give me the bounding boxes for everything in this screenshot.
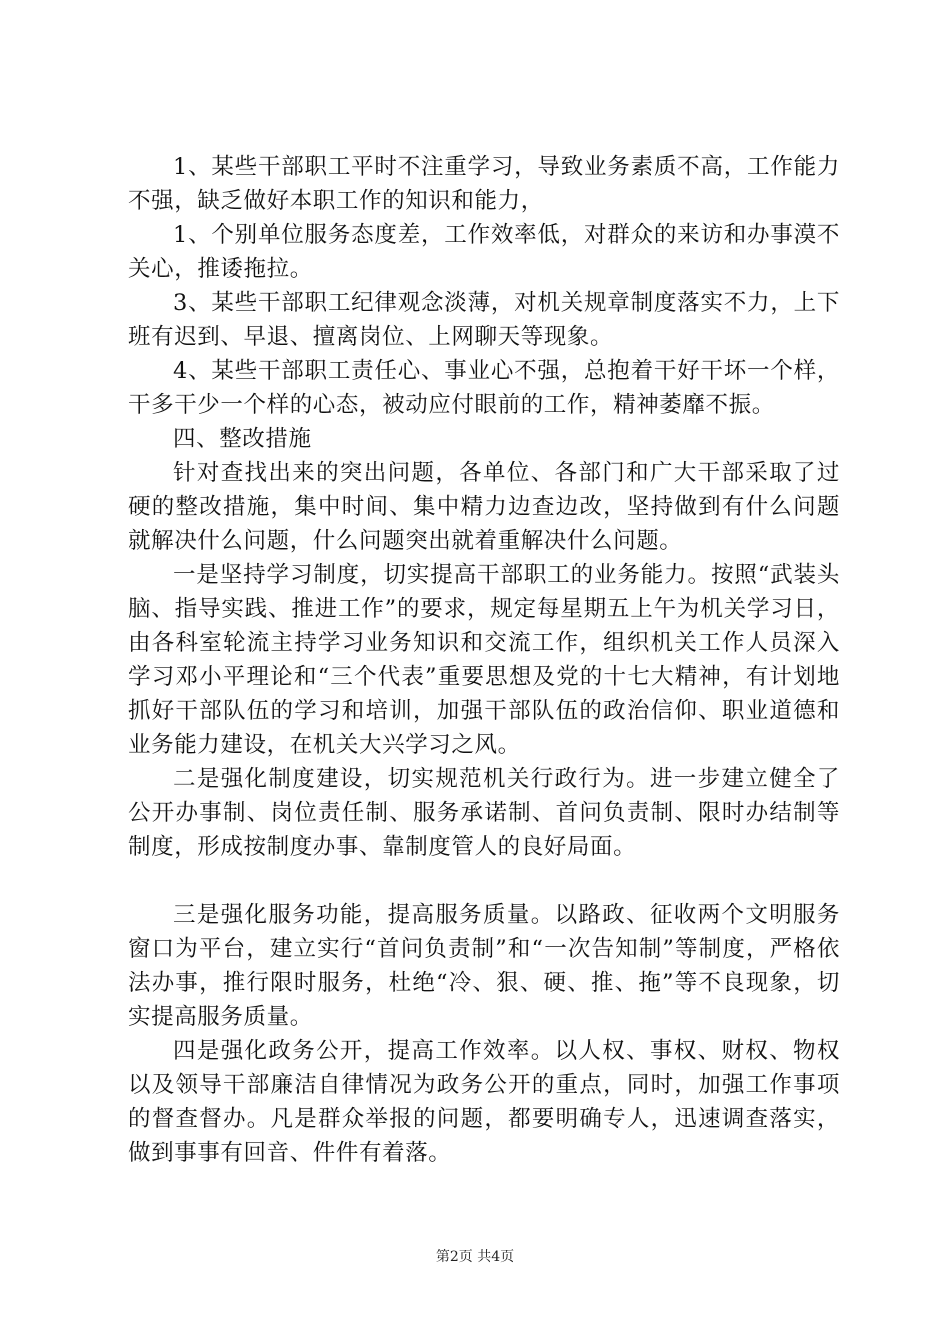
paragraph-issue-3: 3、某些干部职工纪律观念淡薄，对机关规章制度落实不力，上下班有迟到、早退、擅离岗位、上网聊天等现象。 [128,290,840,350]
paragraph-rectification-intro: 针对查找出来的突出问题，各单位、各部门和广大干部采取了过硬的整改措施，集中时间、集中精力边查边改，坚持做到有什么问题就解决什么问题，什么问题突出就着重解决什么问题。 [128,460,840,554]
section-heading-rectification: 四、整改措施 [173,426,312,452]
document-body [128,150,840,1170]
paragraph-measure-study: 一是坚持学习制度，切实提高干部职工的业务能力。按照“武装头脑、指导实践、推进工作”的要求，规定每星期五上午为机关学习日，由各科室轮流主持学习业务知识和交流工作，组织机关工作人员深入学习邓小平理论和“三个代表”重要思想及党的十七大精神，有计划地抓好干部队伍的学习和培训，加强干部队伍的政治信仰、职业道德和业务能力建设，在机关大兴学习之风。 [128,562,840,758]
paragraph-gap [128,864,840,898]
paragraph-issue-1: 1、某些干部职工平时不注重学习，导致业务素质不高，工作能力不强，缺乏做好本职工作的知识和能力， [128,154,840,214]
paragraph-issue-2: 1、个别单位服务态度差，工作效率低，对群众的来访和办事漠不关心，推诿拖拉。 [128,222,840,282]
paragraph-measure-system: 二是强化制度建设，切实规范机关行政行为。进一步建立健全了公开办事制、岗位责任制、服务承诺制、首问负责制、限时办结制等制度，形成按制度办事、靠制度管人的良好局面。 [128,766,840,860]
paragraph-issue-4: 4、某些干部职工责任心、事业心不强，总抱着干好干坏一个样，干多干少一个样的心态，被动应付眼前的工作，精神萎靡不振。 [128,358,840,418]
paragraph-measure-transparency: 四是强化政务公开，提高工作效率。以人权、事权、财权、物权以及领导干部廉洁自律情况为政务公开的重点，同时，加强工作事项的督查督办。凡是群众举报的问题，都要明确专人，迅速调查落实，做到事事有回音、件件有着落。 [128,1038,840,1166]
paragraph-measure-service: 三是强化服务功能，提高服务质量。以路政、征收两个文明服务窗口为平台，建立实行“首问负责制”和“一次告知制”等制度，严格依法办事，推行限时服务，杜绝“冷、狠、硬、推、拖”等不良现象，切实提高服务质量。 [128,902,840,1030]
page-number-footer: 第2页 共4页 [435,1249,515,1265]
